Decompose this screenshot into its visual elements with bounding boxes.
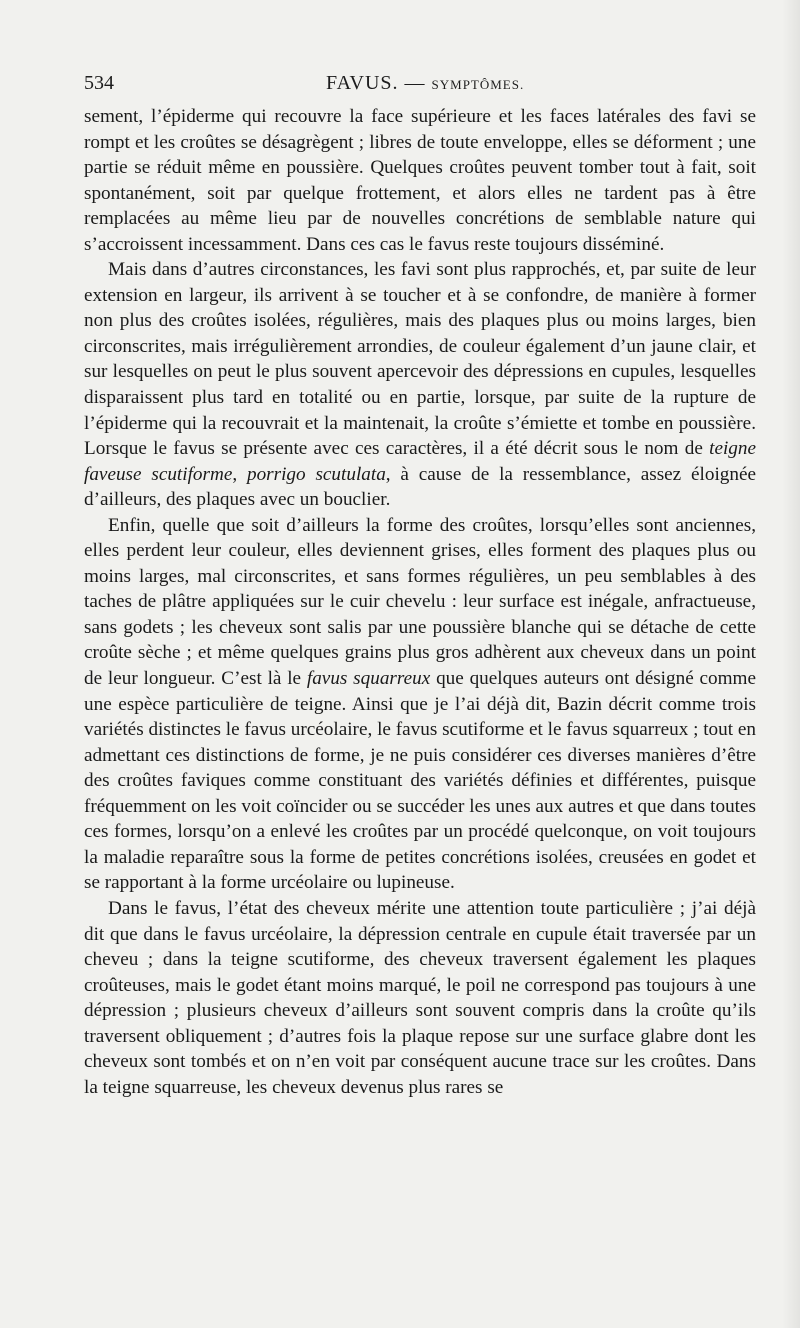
running-title xyxy=(326,72,524,95)
page-number: 534 xyxy=(84,72,114,94)
paragraph-text: que quelques auteurs ont désigné comme une espèce particulière de teigne. Ainsi que je l’ai déjà dit, Bazin décrit comme trois variétés distinctes le favus urcéolaire, le favus scutiforme et le favus squarreux ; tout en admettant ces distinctions de forme, je ne puis considérer ces diverses manières d’être des croûtes faviques comme constituant des variétés définies et différentes, puisque fréquemment on les voit coïncider ou se succéder les unes aux autres et que dans toutes ces formes, lorsqu’on a enlevé les croûtes par un procédé quelconque, on voit toujours la maladie reparaître sous la forme de petites concrétions isolées, creusées en godet et se rapportant à la forme urcéolaire ou lupineuse. xyxy=(84,668,756,894)
paragraph-text: Mais dans d’autres circonstances, les favi sont plus rapprochés, et, par suite de leur extension en largeur, ils arrivent à se toucher et à se confondre, de manière à former non plus des croûtes isolées, régulières, mais des plaques plus ou moins larges, bien circonscrites, mais irrégulièrement arrondies, de couleur également d’un jaune clair, et sur lesquelles on peut le plus souvent apercevoir des dépressions en cupules, lesquelles disparaissent plus tard en totalité ou en partie, lorsque, par suite de la rupture de l’épiderme qui la recouvrait et la maintenait, la croûte s’émiette et tombe en poussière. Lorsque le favus se présente avec ces caractères, il a été décrit sous le nom de xyxy=(84,259,756,460)
title-dash: — xyxy=(404,72,426,94)
paragraph-text: , à cause de la ressemblance, assez éloignée d’ailleurs, des plaques avec un bouclier. xyxy=(84,463,756,511)
paragraph-text: , xyxy=(232,463,247,485)
running-header xyxy=(84,72,756,102)
paragraph xyxy=(84,513,756,896)
page-edge-shadow xyxy=(782,0,800,1328)
paragraph-text: Enfin, quelle que soit d’ailleurs la forme des croûtes, lorsqu’elles sont anciennes, elles perdent leur couleur, elles deviennent grises, elles forment des plaques plus ou moins larges, mal circonscrites, et sans formes régulières, un peu semblables à des taches de plâtre appliquées sur le cuir chevelu : leur surface est inégale, anfractueuse, sans godets ; les cheveux sont salis par une poussière blanche qui se détache de cette croûte sèche ; et même quelques grains plus gros adhèrent aux cheveux dans un point de leur longueur. C’est là le xyxy=(84,514,756,690)
paragraph xyxy=(84,257,756,512)
paragraph xyxy=(84,896,756,1100)
paragraph-text: sement, l’épiderme qui recouvre la face supérieure et les faces latérales des favi se rompt et les croûtes se désagrègent ; libres de toute enveloppe, elles se déforment ; une partie se réduit même en poussière. Quelques croûtes peuvent tomber tout à fait, soit spontanément, soit par quelque frottement, et alors elles ne tardent pas à être remplacées au même lieu par de nouvelles concrétions de semblable nature qui s’accroissent incessamment. Dans ces cas le favus reste toujours disséminé. xyxy=(84,106,756,255)
chapter-title: FAVUS. xyxy=(326,72,399,94)
section-title: SYMPTÔMES. xyxy=(431,77,525,92)
paragraph-text: Dans le favus, l’état des cheveux mérite une attention toute particulière ; j’ai déjà dit que dans le favus urcéolaire, la dépression centrale en cupule était traversée par un cheveu ; dans la teigne scutiforme, des cheveux traversent également les plaques croûteuses, mais le godet étant moins marqué, le poil ne correspond pas toujours à une dépression ; plusieurs cheveux d’ailleurs sont souvent compris dans la croûte qu’ils traversent obliquement ; d’autres fois la plaque repose sur une surface glabre dont les cheveux sont tombés et on n’en voit par conséquent aucune trace sur les croûtes. Dans la teigne squarreuse, les cheveux devenus plus rares se xyxy=(84,897,756,1098)
paragraph xyxy=(84,104,756,257)
italic-term: porrigo scutulata xyxy=(246,463,386,485)
body-text xyxy=(84,104,756,1100)
italic-term: favus squarreux xyxy=(306,668,431,690)
italic-term: teigne faveuse scutiforme xyxy=(84,438,756,485)
